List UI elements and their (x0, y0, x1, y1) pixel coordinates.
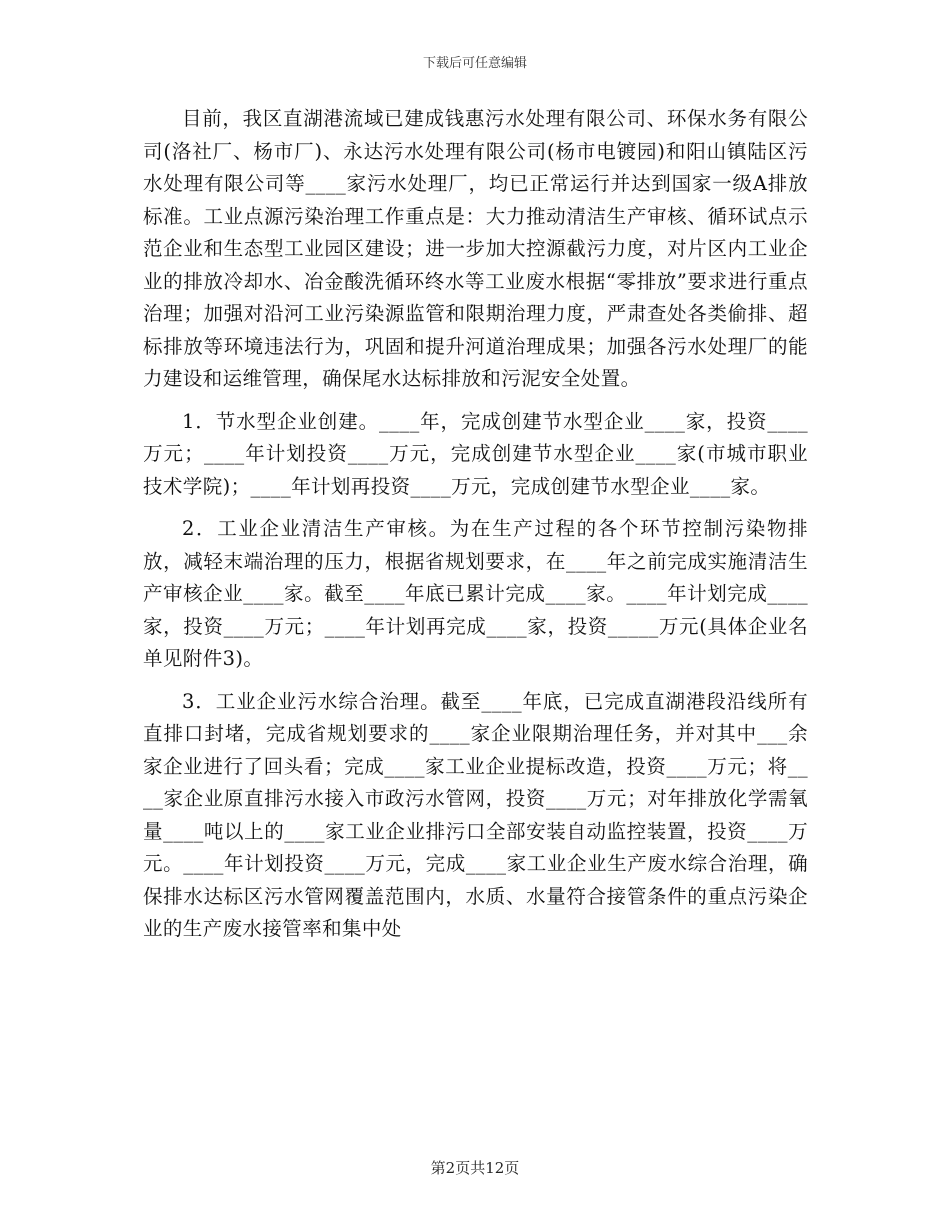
document-body (143, 103, 808, 946)
paragraph-wastewater-treatment: 3．工业企业污水综合治理。截至____年底，已完成直湖港段沿线所有直排口封堵，完成省规划要求的____家企业限期治理任务，并对其中___余家企业进行了回头看；完成____家工业企业提标改造，投资____万元；将____家企业原直排污水接入市政污水管网，投资____万元；对年排放化学需氧量____吨以上的____家工业企业排污口全部安装自动监控装置，投资____万元。____年计划投资____万元，完成____家工业企业生产废水综合治理，确保排水达标区污水管网覆盖范围内，水质、水量符合接管条件的重点污染企业的生产废水接管率和集中处 (143, 689, 808, 940)
page-header: 下载后可任意编辑 (422, 56, 527, 71)
paragraph-intro: 目前，我区直湖港流域已建成钱惠污水处理有限公司、环保水务有限公司(洛社厂、杨市厂)、永达污水处理有限公司(杨市电镀园)和阳山镇陆区污水处理有限公司等____家污水处理厂，均已正常运行并达到国家一级A排放标准。工业点源污染治理工作重点是：大力推动清洁生产审核、循环试点示范企业和生态型工业园区建设；进一步加大控源截污力度，对片区内工业企业的排放冷却水、冶金酸洗循环终水等工业废水根据“零排放”要求进行重点治理；加强对沿河工业污染源监管和限期治理力度，严肃查处各类偷排、超标排放等环境违法行为，巩固和提升河道治理成果；加强各污水处理厂的能力建设和运维管理，确保尾水达标排放和污泥安全处置。 (143, 107, 808, 390)
paragraph-clean-production: 2．工业企业清洁生产审核。为在生产过程的各个环节控制污染物排放，减轻末端治理的压力，根据省规划要求，在____年之前完成实施清洁生产审核企业____家。截至____年底已累计完成____家。____年计划完成____家，投资____万元；____年计划再完成____家，投资_____万元(具体企业名单见附件3)。 (143, 517, 808, 670)
paragraph-water-saving: 1．节水型企业创建。____年，完成创建节水型企业____家，投资____万元；____年计划投资____万元，完成创建节水型企业____家(市城市职业技术学院)；____年计划再投资____万元，完成创建节水型企业____家。 (143, 409, 808, 498)
page-footer: 第2页共12页 (430, 1159, 520, 1177)
